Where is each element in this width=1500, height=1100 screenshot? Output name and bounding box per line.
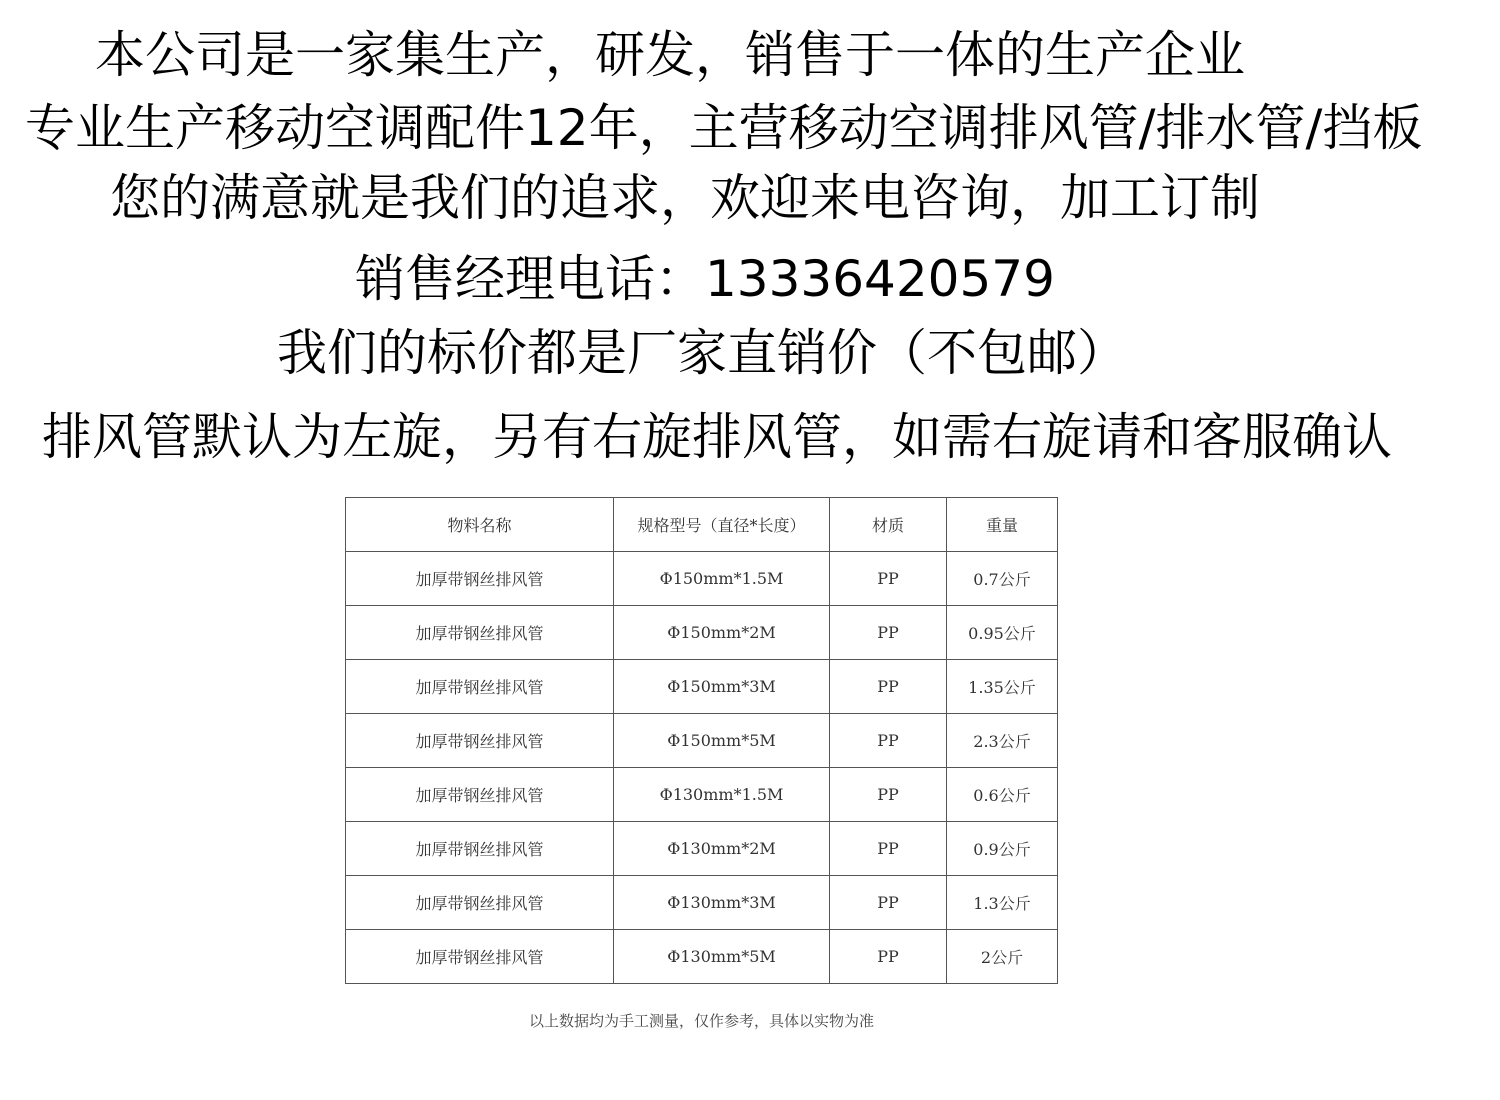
cell-spec: Φ130mm*1.5M xyxy=(614,768,830,822)
table-row xyxy=(346,606,1058,660)
table-row xyxy=(346,822,1058,876)
pricing-note-line: 我们的标价都是厂家直销价（不包邮） xyxy=(277,324,1127,382)
company-intro-line: 本公司是一家集生产，研发，销售于一体的生产企业 xyxy=(95,26,1245,84)
cell-name: 加厚带钢丝排风管 xyxy=(346,768,614,822)
cell-material: PP xyxy=(830,822,947,876)
spec-table xyxy=(345,497,1058,984)
cell-name: 加厚带钢丝排风管 xyxy=(346,930,614,984)
cell-name: 加厚带钢丝排风管 xyxy=(346,822,614,876)
cell-spec: Φ130mm*3M xyxy=(614,876,830,930)
cell-weight: 2公斤 xyxy=(947,930,1058,984)
cell-material: PP xyxy=(830,552,947,606)
cell-material: PP xyxy=(830,768,947,822)
cell-spec: Φ130mm*2M xyxy=(614,822,830,876)
table-row xyxy=(346,552,1058,606)
table-row xyxy=(346,660,1058,714)
cell-weight: 0.95公斤 xyxy=(947,606,1058,660)
cell-name: 加厚带钢丝排风管 xyxy=(346,876,614,930)
sales-phone-line: 销售经理电话：13336420579 xyxy=(355,250,1055,308)
header-spec-model: 规格型号（直径*长度） xyxy=(614,498,830,552)
cell-spec: Φ150mm*1.5M xyxy=(614,552,830,606)
table-row xyxy=(346,930,1058,984)
cell-spec: Φ150mm*5M xyxy=(614,714,830,768)
cell-name: 加厚带钢丝排风管 xyxy=(346,660,614,714)
cell-material: PP xyxy=(830,714,947,768)
cell-weight: 2.3公斤 xyxy=(947,714,1058,768)
cell-weight: 0.7公斤 xyxy=(947,552,1058,606)
header-material-name: 物料名称 xyxy=(346,498,614,552)
table-row xyxy=(346,876,1058,930)
table-row xyxy=(346,714,1058,768)
cell-weight: 1.35公斤 xyxy=(947,660,1058,714)
cell-material: PP xyxy=(830,930,947,984)
cell-material: PP xyxy=(830,660,947,714)
cell-name: 加厚带钢丝排风管 xyxy=(346,552,614,606)
business-scope-line: 专业生产移动空调配件12年，主营移动空调排风管/排水管/挡板 xyxy=(25,99,1423,157)
cell-material: PP xyxy=(830,876,947,930)
cell-name: 加厚带钢丝排风管 xyxy=(346,606,614,660)
cell-name: 加厚带钢丝排风管 xyxy=(346,714,614,768)
cell-weight: 0.9公斤 xyxy=(947,822,1058,876)
cell-spec: Φ150mm*2M xyxy=(614,606,830,660)
cell-spec: Φ150mm*3M xyxy=(614,660,830,714)
measurement-footnote: 以上数据均为手工测量，仅作参考，具体以实物为准 xyxy=(528,1012,874,1030)
table-row xyxy=(346,768,1058,822)
cell-spec: Φ130mm*5M xyxy=(614,930,830,984)
cell-weight: 1.3公斤 xyxy=(947,876,1058,930)
header-weight: 重量 xyxy=(947,498,1058,552)
cell-weight: 0.6公斤 xyxy=(947,768,1058,822)
header-material: 材质 xyxy=(830,498,947,552)
rotation-note-line: 排风管默认为左旋，另有右旋排风管，如需右旋请和客服确认 xyxy=(42,408,1392,466)
cell-material: PP xyxy=(830,606,947,660)
table-header-row xyxy=(346,498,1058,552)
customer-welcome-line: 您的满意就是我们的追求，欢迎来电咨询，加工订制 xyxy=(110,169,1260,227)
